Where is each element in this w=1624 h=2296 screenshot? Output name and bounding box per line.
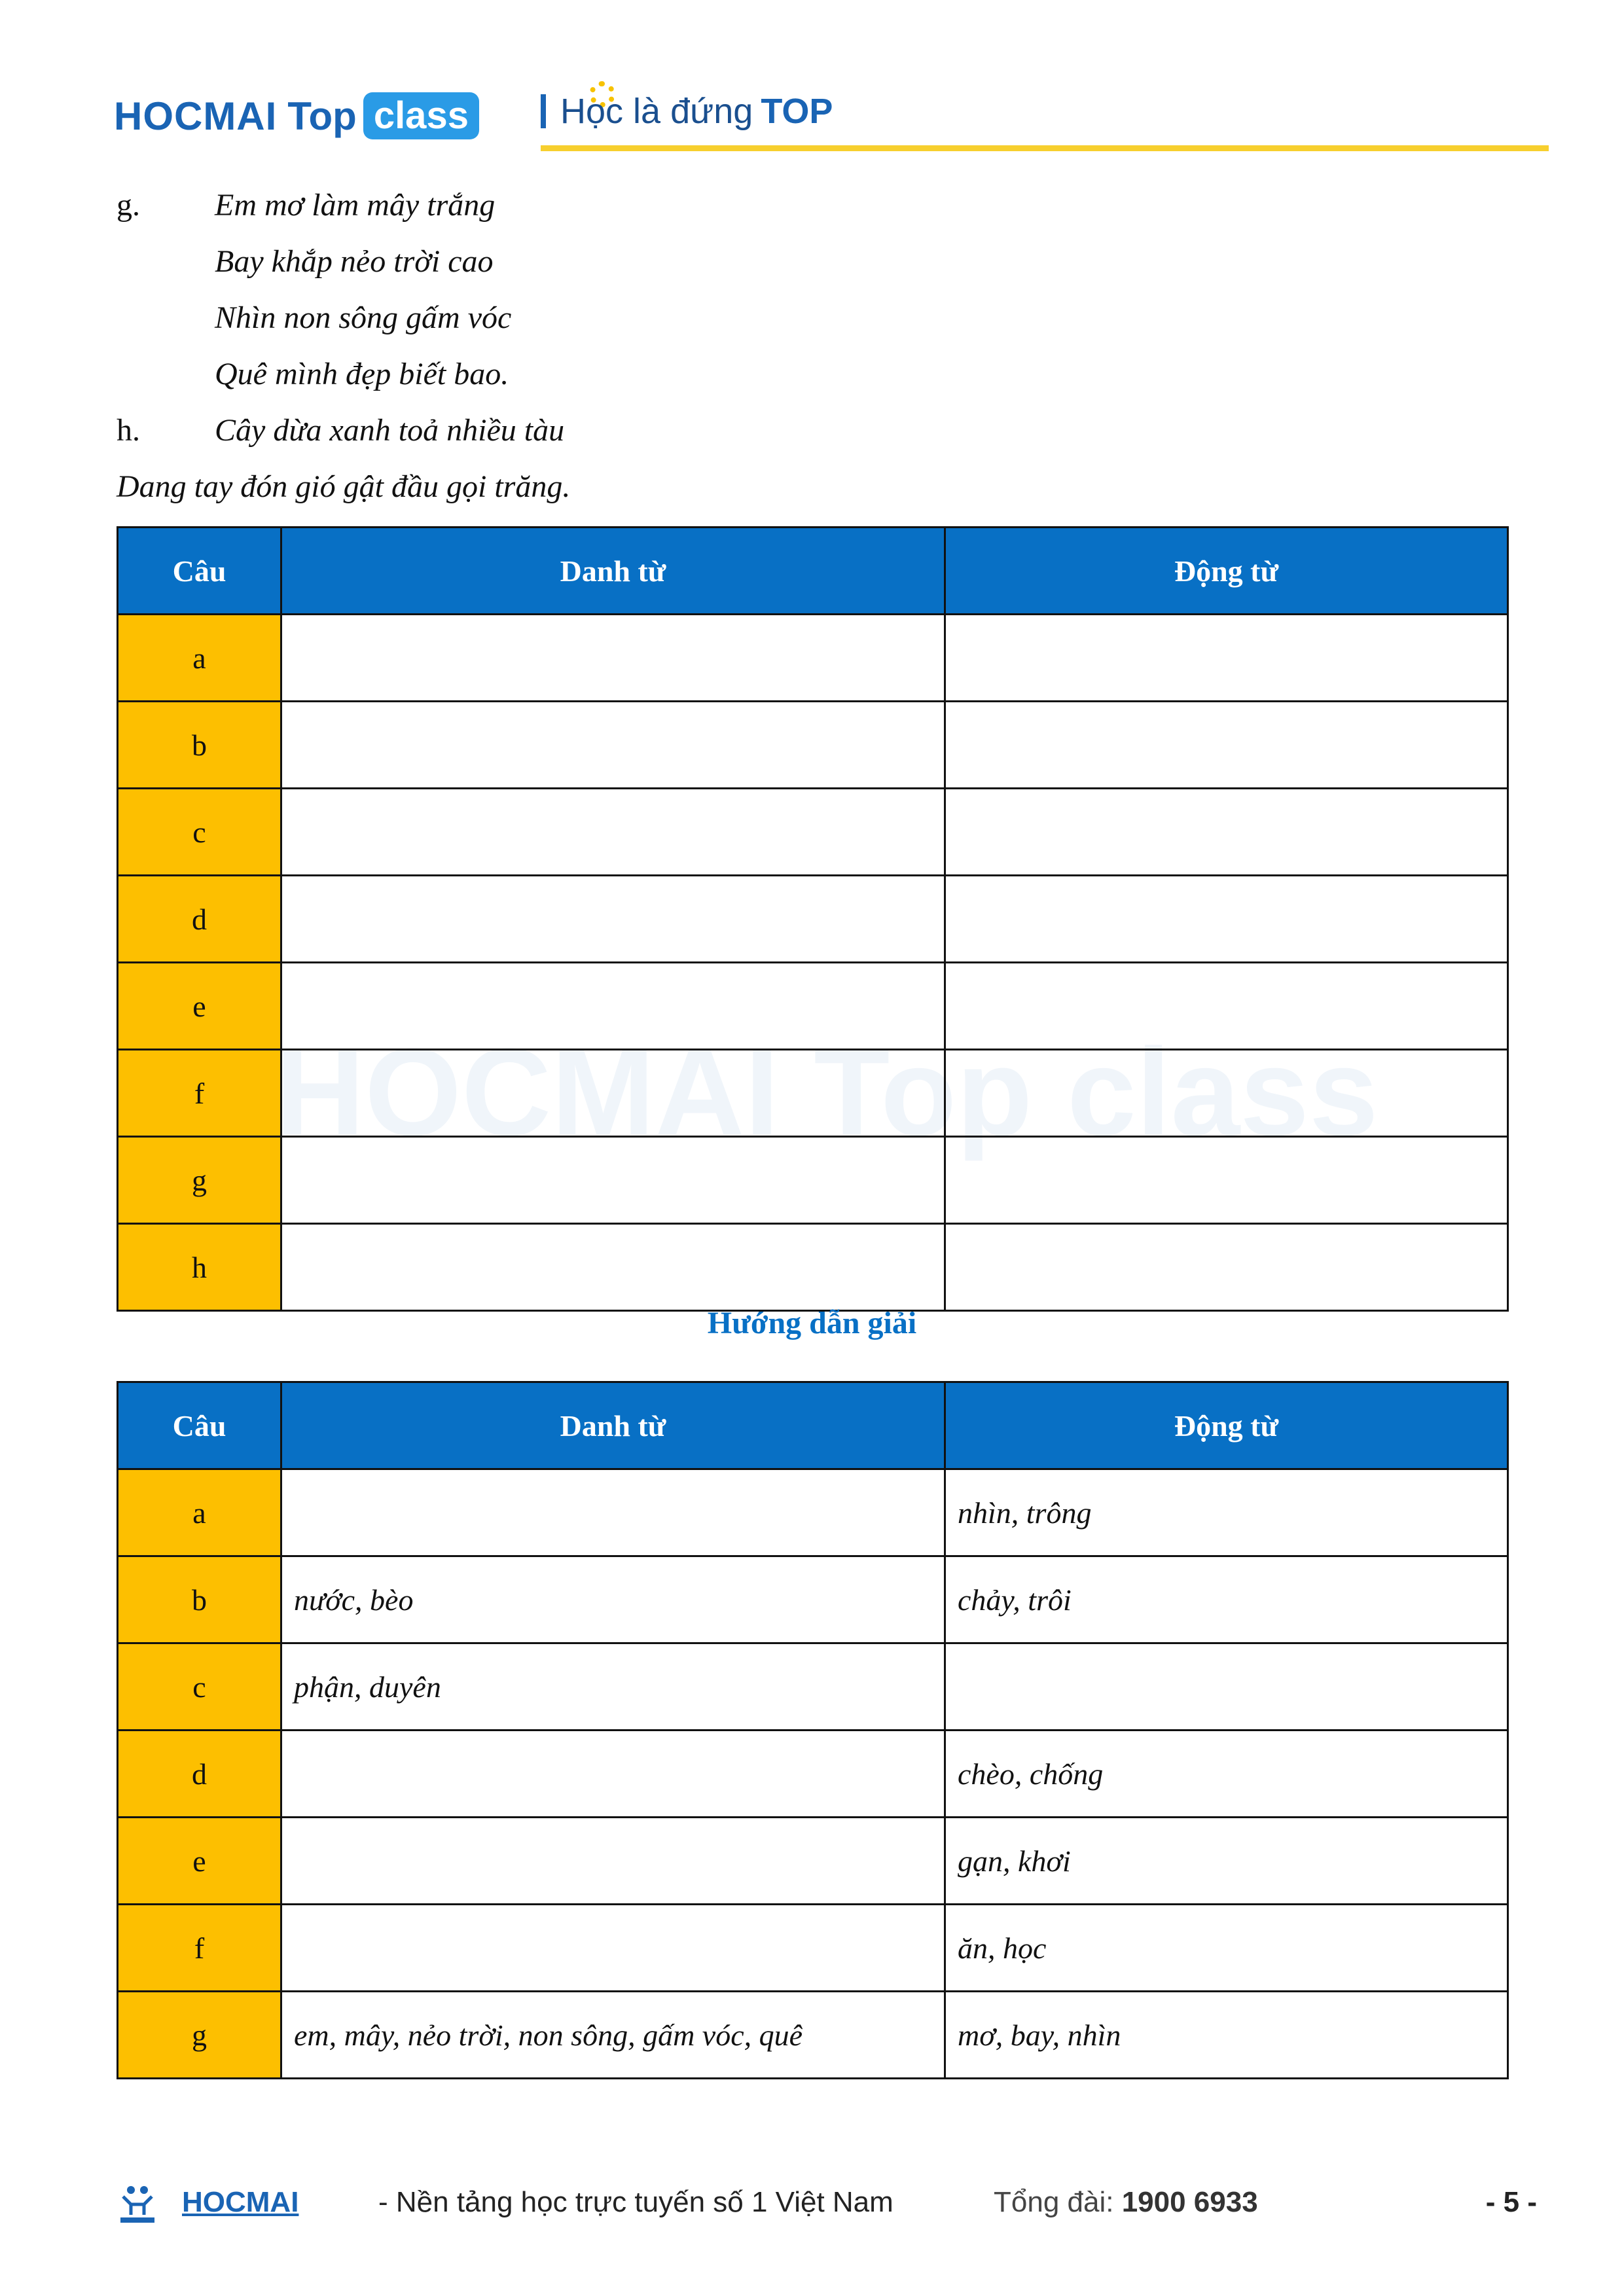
verb-cell: gạn, khơi xyxy=(945,1818,1508,1905)
row-label: g xyxy=(118,1137,281,1224)
footer-brand-link[interactable]: HOCMAI xyxy=(182,2186,299,2218)
row-label: b xyxy=(118,702,281,789)
noun-cell xyxy=(281,1469,945,1556)
noun-cell xyxy=(281,876,945,963)
noun-cell xyxy=(281,963,945,1050)
verb-cell: chảy, trôi xyxy=(945,1556,1508,1643)
row-label: f xyxy=(118,1050,281,1137)
row-label: a xyxy=(118,1469,281,1556)
logo-hocmai-text: HOCMAI xyxy=(114,94,278,138)
row-label: d xyxy=(118,876,281,963)
verb-cell: ăn, học xyxy=(945,1905,1508,1992)
logo-top-text: Top xyxy=(287,94,357,138)
hotline-label: Tổng đài: xyxy=(994,2186,1122,2218)
verb-cell xyxy=(945,1224,1508,1311)
noun-cell: nước, bèo xyxy=(281,1556,945,1643)
table-row xyxy=(118,963,1508,1050)
column-header-dong-tu: Động từ xyxy=(945,528,1508,615)
table-row xyxy=(118,1137,1508,1224)
poem-line: Quê mình đẹp biết bao. xyxy=(215,357,509,391)
noun-cell xyxy=(281,1137,945,1224)
poem-line: Dang tay đón gió gật đầu gọi trăng. xyxy=(117,469,571,504)
table-row xyxy=(118,1556,1508,1643)
table-row xyxy=(118,1905,1508,1992)
answer-section-title: Hướng dẫn giải xyxy=(707,1306,917,1340)
header-rule xyxy=(541,145,1549,151)
table-header-row xyxy=(118,528,1508,615)
noun-cell xyxy=(281,702,945,789)
tagline-strong: TOP xyxy=(761,92,833,131)
footer-hotline xyxy=(994,2186,1258,2219)
verb-cell xyxy=(945,1643,1508,1731)
verb-cell xyxy=(945,963,1508,1050)
poem-line: Em mơ làm mây trắng xyxy=(215,188,496,223)
table-row xyxy=(118,1818,1508,1905)
hotline-number: 1900 6933 xyxy=(1121,2186,1258,2218)
table-row xyxy=(118,1643,1508,1731)
noun-cell xyxy=(281,1050,945,1137)
page-footer xyxy=(117,2179,1537,2232)
answer-table xyxy=(117,1381,1509,2079)
page-number: - 5 - xyxy=(1485,2186,1537,2218)
column-header-danh-tu: Danh từ xyxy=(281,528,945,615)
watermark-logo: HOCMAI Top class xyxy=(275,1023,1379,1162)
table-row xyxy=(118,1992,1508,2079)
poem-g-label: g. xyxy=(117,188,140,223)
table-row xyxy=(118,1469,1508,1556)
column-header-cau: Câu xyxy=(118,1382,281,1469)
poem-line: Nhìn non sông gấm vóc xyxy=(215,300,512,335)
table-row xyxy=(118,1050,1508,1137)
noun-cell xyxy=(281,615,945,702)
noun-cell: phận, duyên xyxy=(281,1643,945,1731)
noun-cell xyxy=(281,1818,945,1905)
poem-line: Cây dừa xanh toả nhiều tàu xyxy=(215,413,565,448)
verb-cell xyxy=(945,1050,1508,1137)
table-row xyxy=(118,876,1508,963)
verb-cell: mơ, bay, nhìn xyxy=(945,1992,1508,2079)
verb-cell xyxy=(945,876,1508,963)
row-label: h xyxy=(118,1224,281,1311)
table-row xyxy=(118,615,1508,702)
row-label: c xyxy=(118,789,281,876)
verb-cell xyxy=(945,789,1508,876)
table-header-row xyxy=(118,1382,1508,1469)
tagline-text: Học là đứng xyxy=(560,92,753,131)
logo-class-text: class xyxy=(363,92,479,139)
poem-line: Bay khắp nẻo trời cao xyxy=(215,244,494,279)
footer-slogan: - Nền tảng học trực tuyến số 1 Việt Nam xyxy=(378,2186,893,2218)
noun-cell xyxy=(281,789,945,876)
verb-cell: nhìn, trông xyxy=(945,1469,1508,1556)
verb-cell xyxy=(945,1137,1508,1224)
row-label: a xyxy=(118,615,281,702)
table-row xyxy=(118,702,1508,789)
header-tagline xyxy=(541,85,833,137)
verb-cell xyxy=(945,615,1508,702)
column-header-danh-tu: Danh từ xyxy=(281,1382,945,1469)
hocmai-topclass-logo xyxy=(114,86,479,145)
row-label: e xyxy=(118,963,281,1050)
table-row xyxy=(118,1731,1508,1818)
table-row xyxy=(118,1224,1508,1311)
row-label: f xyxy=(118,1905,281,1992)
row-label: e xyxy=(118,1818,281,1905)
verb-cell: chèo, chống xyxy=(945,1731,1508,1818)
noun-cell: em, mây, nẻo trời, non sông, gấm vóc, quê xyxy=(281,1992,945,2079)
hocmai-footer-icon xyxy=(117,2182,158,2224)
column-header-cau: Câu xyxy=(118,528,281,615)
poem-h-label: h. xyxy=(117,413,140,448)
row-label: c xyxy=(118,1643,281,1731)
noun-cell xyxy=(281,1224,945,1311)
exercise-table xyxy=(117,526,1509,1312)
row-label: d xyxy=(118,1731,281,1818)
tagline-divider xyxy=(541,94,546,128)
row-label: b xyxy=(118,1556,281,1643)
noun-cell xyxy=(281,1905,945,1992)
noun-cell xyxy=(281,1731,945,1818)
column-header-dong-tu: Động từ xyxy=(945,1382,1508,1469)
row-label: g xyxy=(118,1992,281,2079)
table-row xyxy=(118,789,1508,876)
verb-cell xyxy=(945,702,1508,789)
